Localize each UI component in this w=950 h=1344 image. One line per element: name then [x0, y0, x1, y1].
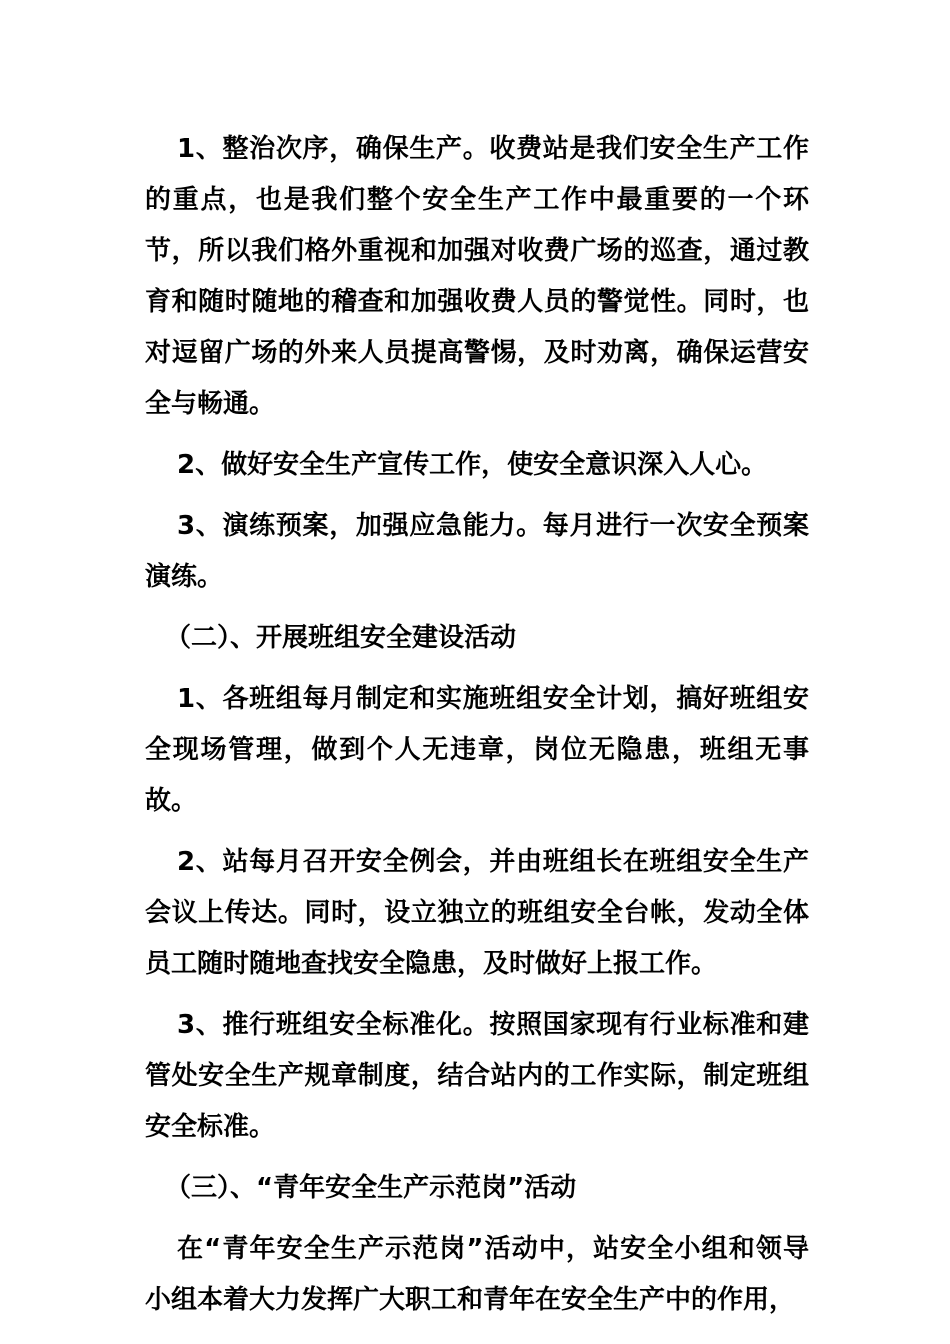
paragraph-item-3-drill: 3、演练预案，加强应急能力。每月进行一次安全预案演练。 — [145, 511, 809, 592]
section-heading-3: （三）、“青年安全生产示范岗”活动 — [165, 1173, 577, 1203]
paragraph-youth-activity: 在“青年安全生产示范岗”活动中，站安全小组和领导小组本着大力发挥广大职工和青年在安全生产中的作用， — [145, 1234, 809, 1315]
paragraph-team-plan: 1、各班组每月制定和实施班组安全计划，搞好班组安全现场管理，做到个人无违章，岗位无隐患，班组无事故。 — [145, 684, 809, 816]
paragraph-item-2-publicity: 2、做好安全生产宣传工作，使安全意识深入人心。 — [177, 450, 768, 480]
paragraph-item-1-order: 1、整治次序，确保生产。收费站是我们安全生产工作的重点，也是我们整个安全生产工作中最重要的一个环节，所以我们格外重视和加强对收费广场的巡查，通过教育和随时随地的稽查和加强收费人员的警觉性。同时，也对逗留广场的外来人员提高警惕，及时劝离，确保运营安全与畅通。 — [145, 134, 809, 419]
document-body — [145, 124, 809, 1336]
section-heading-2: （二）、开展班组安全建设活动 — [165, 623, 517, 653]
paragraph-standardization: 3、推行班组安全标准化。按照国家现有行业标准和建管处安全生产规章制度，结合站内的工作实际，制定班组安全标准。 — [145, 1010, 809, 1142]
paragraph-safety-meeting: 2、站每月召开安全例会，并由班组长在班组安全生产会议上传达。同时，设立独立的班组安全台帐，发动全体员工随时随地查找安全隐患，及时做好上报工作。 — [145, 847, 809, 979]
